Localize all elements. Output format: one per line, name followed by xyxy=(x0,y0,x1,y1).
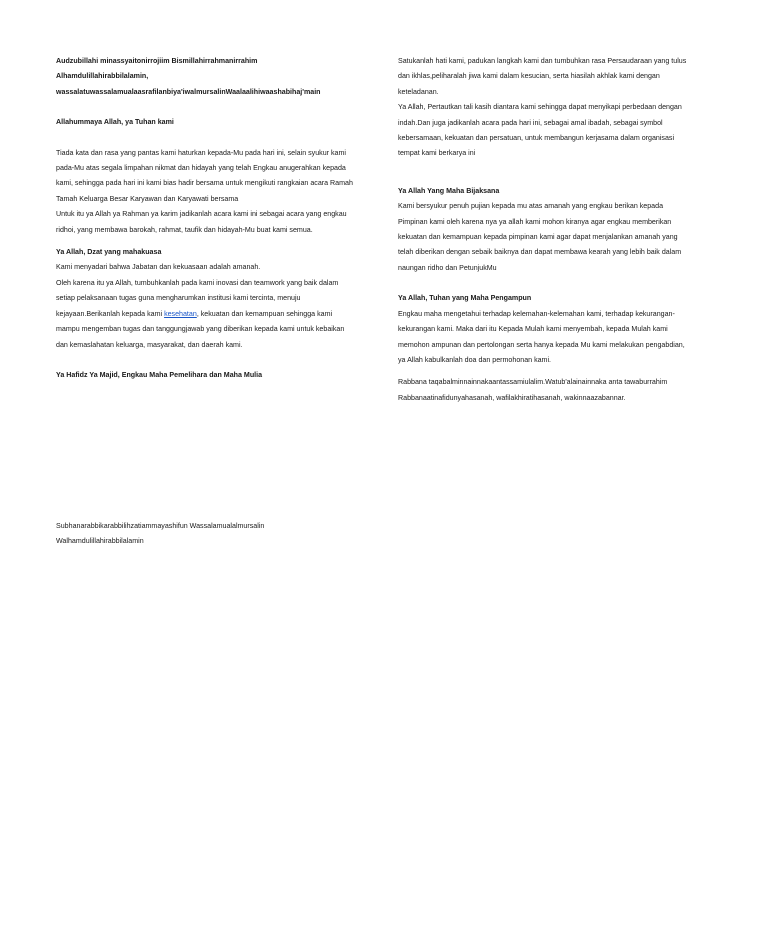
paragraph-line: Kami menyadari bahwa Jabatan dan kekuasaan adalah amanah. xyxy=(56,263,261,272)
paragraph-line: mampu mengemban tugas dan tanggungjawab yang diberikan kepada kami untuk kebaikan xyxy=(56,325,345,334)
paragraph-line: Engkau maha mengetahui terhadap kelemahan-kelemahan kami, terhadap kekurangan- xyxy=(398,309,675,318)
link-suffix-text: , kekuatan dan kemampuan sehingga kami xyxy=(196,309,333,318)
right-column xyxy=(398,54,716,406)
left-column xyxy=(56,54,374,383)
paragraph-line: memohon ampunan dan pertolongan serta hanya kepada Mu kami melakukan pengabdian, xyxy=(398,340,685,349)
opening-line-1: Audzubillahi minassyaitonirrojiim Bismillahirrahmanirrahim xyxy=(56,57,258,65)
section-heading-allahummaya: Allahummaya Allah, ya Tuhan kami xyxy=(56,118,174,127)
closing-line-1: Subhanarabbikarabbilihzatiammayashifun Wassalamualalmursalin xyxy=(56,522,265,530)
paragraph-line: Rabbana taqabalminnainnakaantassamiulalim.Watub'alainainnaka anta tawaburrahim xyxy=(398,378,668,387)
paragraph-line: kekurangan kami. Maka dari itu Kepada Mulah kami menyembah, kepada Mulah kami xyxy=(398,325,668,334)
paragraph-line: pada-Mu atas segala limpahan nikmat dan hidayah yang telah Engkau anugerahkan kepada xyxy=(56,164,346,173)
paragraph-line: kami, sehingga pada hari ini kami bias hadir bersama untuk mengikuti rangkaian acara Ramah xyxy=(56,179,353,188)
paragraph-line: Rabbanaatinafidunyahasanah, wafilakhiratihasanah, wakinnaazabannar. xyxy=(398,393,626,402)
paragraph-line: Ya Allah, Pertautkan tali kasih diantara kami sehingga dapat menyikapi perbedaan dengan xyxy=(398,103,682,112)
section-heading-mahakuasa: Ya Allah, Dzat yang mahakuasa xyxy=(56,248,162,257)
paragraph-line: dan kemaslahatan keluarga, masyarakat, dan daerah kami. xyxy=(56,340,243,349)
paragraph-line: dan ikhlas,peliharalah jiwa kami dalam kesucian, serta hiasilah akhlak kami dengan xyxy=(398,72,660,81)
paragraph-line: setiap pelaksanaan tugas guna mengharumkan institusi kami tercinta, menuju xyxy=(56,294,301,303)
paragraph-line: Satukanlah hati kami, padukan langkah kami dan tumbuhkan rasa Persaudaraan yang tulus xyxy=(398,57,687,65)
paragraph-line: indah.Dan juga jadikanlah acara pada hari ini, sebagai amal ibadah, sebagai symbol xyxy=(398,118,663,127)
link-prefix-text: kejayaan.Berikanlah kepada kami xyxy=(56,309,165,318)
paragraph-line: Tamah Keluarga Besar Karyawan dan Karyawati bersama xyxy=(56,194,239,203)
opening-line-3: wassalatuwassalamualaasrafilanbiya'iwalmursalinWaalaalihiwaashabihaj'main xyxy=(56,87,321,96)
paragraph-line: kekuatan dan kemampuan kepada pimpinan kami agar dapat menjalankan amanah yang xyxy=(398,233,678,242)
paragraph-line: Pimpinan kami oleh karena nya ya allah kami mohon kiranya agar engkau memberikan xyxy=(398,217,672,226)
paragraph-line: kebersamaan, kekuatan dan persatuan, untuk membangun kerjasama dalam organisasi xyxy=(398,134,675,143)
paragraph-line: telah diberikan dengan sebaik baiknya dan dapat membawa kearah yang lebih baik dalam xyxy=(398,248,682,257)
paragraph-line: Untuk itu ya Allah ya Rahman ya karim jadikanlah acara kami ini sebagai acara yang engkau xyxy=(56,210,347,219)
kesehatan-link[interactable]: kesehatan xyxy=(164,309,197,318)
closing-block xyxy=(56,519,374,550)
paragraph-line: Kami bersyukur penuh pujian kepada mu atas amanah yang engkau berikan kepada xyxy=(398,202,664,211)
section-heading-hafidz: Ya Hafidz Ya Majid, Engkau Maha Pemelihara dan Maha Mulia xyxy=(56,370,263,379)
section-heading-bijaksana: Ya Allah Yang Maha Bijaksana xyxy=(398,186,500,195)
paragraph-line: ya Allah kabulkanlah doa dan permohonan kami. xyxy=(398,355,552,364)
paragraph-line: tempat kami berkarya ini xyxy=(398,149,476,158)
paragraph-line: ridhoi, yang membawa barokah, rahmat, taufik dan hidayah-Mu buat kami semua. xyxy=(56,225,313,234)
section-heading-pengampun: Ya Allah, Tuhan yang Maha Pengampun xyxy=(398,294,532,303)
opening-line-2: Alhamdulillahirabbilalamin, xyxy=(56,72,149,81)
paragraph-line-with-link xyxy=(56,307,374,322)
paragraph-line: naungan ridho dan PetunjukMu xyxy=(398,263,497,272)
paragraph-line: keteladanan. xyxy=(398,87,439,96)
paragraph-line: Oleh karena itu ya Allah, tumbuhkanlah pada kami inovasi dan teamwork yang baik dalam xyxy=(56,278,339,287)
paragraph-line: Tiada kata dan rasa yang pantas kami haturkan kepada-Mu pada hari ini, selain syukur kami xyxy=(56,148,346,157)
closing-line-2: Walhamdulillahirabbilalamin xyxy=(56,537,144,546)
